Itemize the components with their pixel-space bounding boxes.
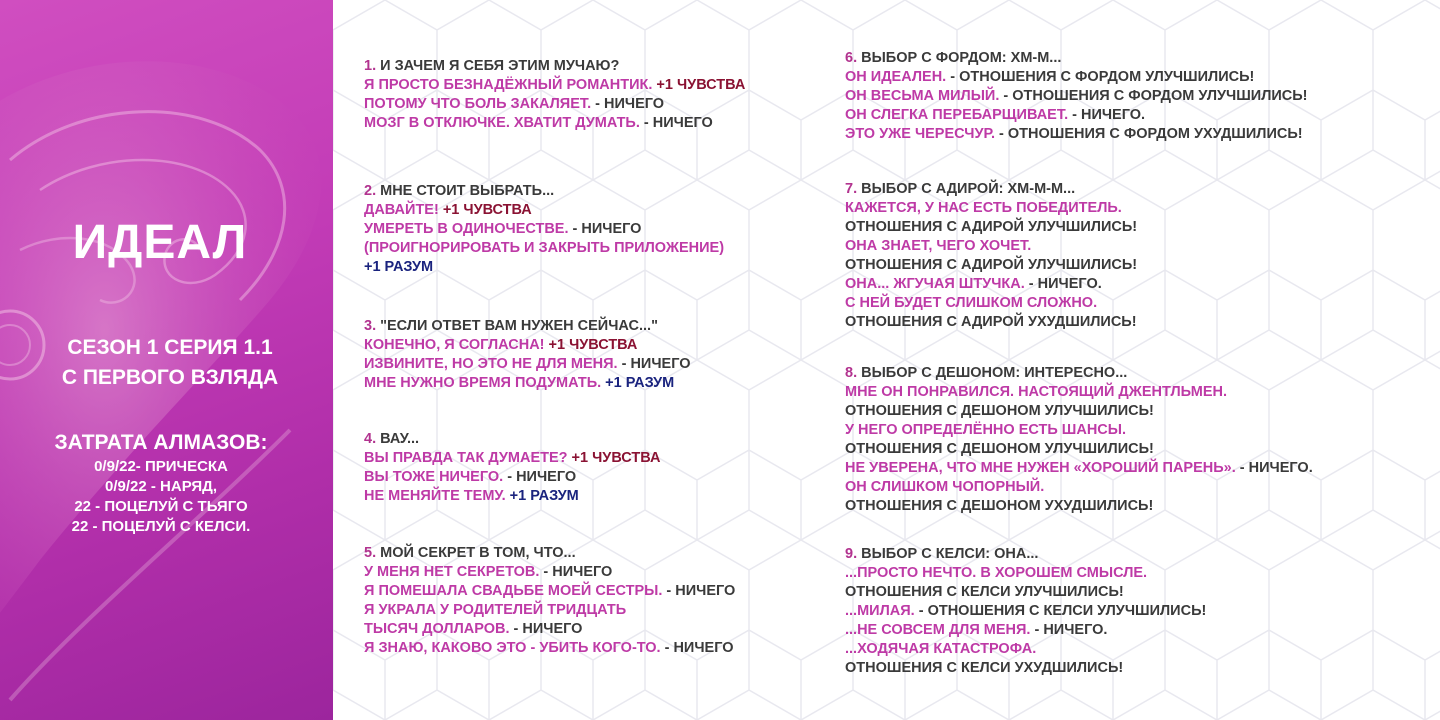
choice-option [364,239,724,258]
option-result: ОТНОШЕНИЯ С ДЕШОНОМ УЛУЧШИЛИСЬ! [845,441,1154,457]
question-text: МОЙ СЕКРЕТ В ТОМ, ЧТО... [376,545,576,561]
option-text: ТЫСЯЧ ДОЛЛАРОВ. [364,621,510,637]
option-result: - НИЧЕГО [639,115,713,131]
question-text: МНЕ СТОИТ ВЫБРАТЬ... [376,183,555,199]
option-text: КАЖЕТСЯ, У НАС ЕСТЬ ПОБЕДИТЕЛЬ. [845,200,1122,216]
choice-option [364,114,745,133]
option-result: - НИЧЕГО [509,621,583,637]
question-text: И ЗАЧЕМ Я СЕБЯ ЭТИМ МУЧАЮ? [376,58,620,74]
option-result: ОТНОШЕНИЯ С АДИРОЙ УЛУЧШИЛИСЬ! [845,257,1138,273]
option-result: +1 РАЗУМ [601,375,675,391]
option-text: НЕ УВЕРЕНА, ЧТО МНЕ НУЖЕН «ХОРОШИЙ ПАРЕНЬ». [845,460,1236,476]
choice-question [845,364,1313,383]
choice-option [845,87,1308,106]
option-result: +1 ЧУВСТВА [567,450,661,466]
question-text: ВЫБОР С КЕЛСИ: ОНА... [857,546,1039,562]
cost-item: 22 - ПОЦЕЛУЙ С КЕЛСИ. [71,518,251,535]
choice-option [845,106,1308,125]
choice-number: 8. [845,365,858,381]
choice-question [364,182,724,201]
option-text: ОН СЛЕГКА ПЕРЕБАРЩИВАЕТ. [845,107,1069,123]
option-text: ВЫ ПРАВДА ТАК ДУМАЕТЕ? [364,450,568,466]
option-text: ИЗВИНИТЕ, НО ЭТО НЕ ДЛЯ МЕНЯ. [364,356,618,372]
episode-name: С ПЕРВОГО ВЗЛЯДА [61,366,279,389]
option-text: ...НЕ СОВСЕМ ДЛЯ МЕНЯ. [845,622,1031,638]
choice-question [364,317,691,336]
option-result: +1 РАЗУМ [364,259,434,275]
choice-block [364,544,735,658]
option-result: - НИЧЕГО [503,469,577,485]
choice-number: 4. [364,431,377,447]
option-result: - НИЧЕГО. [1235,460,1313,476]
option-text: У МЕНЯ НЕТ СЕКРЕТОВ. [364,564,540,580]
choice-option [364,601,735,620]
choice-option [845,583,1206,602]
option-result: ОТНОШЕНИЯ С АДИРОЙ УХУДШИЛИСЬ! [845,314,1137,330]
option-result: +1 РАЗУМ [505,488,579,504]
diamond-cost-title: ЗАТРАТА АЛМАЗОВ: [54,431,268,454]
option-result: - НИЧЕГО [662,583,736,599]
option-result: - НИЧЕГО [617,356,691,372]
choice-number: 1. [364,58,377,74]
choice-option [364,468,660,487]
choice-option [845,199,1137,218]
choice-number: 2. [364,183,377,199]
choice-option [845,68,1308,87]
choice-number: 3. [364,318,377,334]
choice-option [845,421,1313,440]
cost-item: 0/9/22- ПРИЧЕСКА [94,458,228,475]
choice-option [845,602,1206,621]
choice-option [364,487,660,506]
choice-option [364,220,724,239]
option-text: Я ЗНАЮ, КАКОВО ЭТО - УБИТЬ КОГО-ТО. [364,640,661,656]
choice-question [845,49,1308,68]
choice-question [845,180,1137,199]
option-result: - НИЧЕГО [539,564,613,580]
option-text: ОНА... ЖГУЧАЯ ШТУЧКА. [845,276,1025,292]
choice-option [845,621,1206,640]
option-text: Я УКРАЛА У РОДИТЕЛЕЙ ТРИДЦАТЬ [364,602,627,618]
season-line: СЕЗОН 1 СЕРИЯ 1.1 [67,336,273,359]
option-result: ОТНОШЕНИЯ С КЕЛСИ УХУДШИЛИСЬ! [845,660,1124,676]
choice-number: 5. [364,545,377,561]
option-result: - НИЧЕГО [660,640,734,656]
choice-option [845,125,1308,144]
choice-option [364,639,735,658]
option-result: - ОТНОШЕНИЯ С ФОРДОМ УХУДШИЛИСЬ! [995,126,1303,142]
choice-option [364,95,745,114]
question-text: ВЫБОР С ДЕШОНОМ: ИНТЕРЕСНО... [857,365,1128,381]
choice-block [845,180,1137,332]
diamond-cost-list [0,457,322,537]
choice-option [364,258,724,277]
option-text: ОН СЛИШКОМ ЧОПОРНЫЙ. [845,479,1045,495]
choice-question [364,430,660,449]
choice-block [364,182,724,277]
option-result: - ОТНОШЕНИЯ С ФОРДОМ УЛУЧШИЛИСЬ! [999,88,1308,104]
option-text: МНЕ ОН ПОНРАВИЛСЯ. НАСТОЯЩИЙ ДЖЕНТЛЬМЕН. [845,384,1227,400]
choice-question [364,57,745,76]
choice-option [364,201,724,220]
choice-option [364,620,735,639]
choice-option [845,383,1313,402]
option-result: +1 ЧУВСТВА [652,77,746,93]
choice-option [845,256,1137,275]
choice-option [364,76,745,95]
option-result: - НИЧЕГО. [1030,622,1108,638]
page-title: ИДЕАЛ [72,216,248,269]
question-text: ВАУ... [376,431,420,447]
cost-item: 0/9/22 - НАРЯД, [105,478,217,495]
choice-option [845,478,1313,497]
choice-block [845,49,1308,144]
choice-block [845,364,1313,516]
option-result: ОТНОШЕНИЯ С КЕЛСИ УЛУЧШИЛИСЬ! [845,584,1124,600]
choice-option [364,563,735,582]
option-result: ОТНОШЕНИЯ С АДИРОЙ УЛУЧШИЛИСЬ! [845,219,1138,235]
choice-option [364,582,735,601]
option-text: МНЕ НУЖНО ВРЕМЯ ПОДУМАТЬ. [364,375,602,391]
option-text: ...МИЛАЯ. [845,603,915,619]
choice-option [845,659,1206,678]
option-text: ДАВАЙТЕ! [364,202,439,218]
option-text: (ПРОИГНОРИРОВАТЬ И ЗАКРЫТЬ ПРИЛОЖЕНИЕ) [364,240,725,256]
choice-option [845,313,1137,332]
choice-question [845,545,1206,564]
option-text: НЕ МЕНЯЙТЕ ТЕМУ. [364,488,506,504]
option-text: ОН ВЕСЬМА МИЛЫЙ. [845,88,1000,104]
choice-option [845,640,1206,659]
option-text: УМЕРЕТЬ В ОДИНОЧЕСТВЕ. [364,221,569,237]
option-text: ОНА ЗНАЕТ, ЧЕГО ХОЧЕТ. [845,238,1032,254]
option-text: ВЫ ТОЖЕ НИЧЕГО. [364,469,504,485]
option-text: ...ПРОСТО НЕЧТО. В ХОРОШЕМ СМЫСЛЕ. [845,565,1148,581]
option-text: У НЕГО ОПРЕДЕЛЁННО ЕСТЬ ШАНСЫ. [845,422,1126,438]
option-text: Я ПОМЕШАЛА СВАДЬБЕ МОЕЙ СЕСТРЫ. [364,583,663,599]
choice-block [364,430,660,506]
choice-option [845,497,1313,516]
option-result: +1 ЧУВСТВА [544,337,638,353]
option-text: Я ПРОСТО БЕЗНАДЁЖНЫЙ РОМАНТИК. [364,77,653,93]
question-text: ВЫБОР С АДИРОЙ: ХМ-М-М... [857,181,1076,197]
choice-option [845,275,1137,294]
option-result: - ОТНОШЕНИЯ С ФОРДОМ УЛУЧШИЛИСЬ! [946,69,1255,85]
cost-item: 22 - ПОЦЕЛУЙ С ТЬЯГО [74,498,248,515]
option-text: КОНЕЧНО, Я СОГЛАСНА! [364,337,545,353]
choice-block [845,545,1206,678]
choice-option [845,402,1313,421]
choice-option [845,294,1137,313]
option-result: ОТНОШЕНИЯ С ДЕШОНОМ УЛУЧШИЛИСЬ! [845,403,1154,419]
option-result: - НИЧЕГО [568,221,642,237]
option-result: ОТНОШЕНИЯ С ДЕШОНОМ УХУДШИЛИСЬ! [845,498,1154,514]
option-text: ЭТО УЖЕ ЧЕРЕСЧУР. [845,126,995,142]
question-text: "ЕСЛИ ОТВЕТ ВАМ НУЖЕН СЕЙЧАС..." [376,318,658,334]
left-panel [0,0,333,720]
choice-question [364,544,735,563]
choice-option [364,374,691,393]
choice-option [845,218,1137,237]
season-info [0,333,333,393]
option-result: +1 ЧУВСТВА [438,202,532,218]
option-text: С НЕЙ БУДЕТ СЛИШКОМ СЛОЖНО. [845,295,1098,311]
question-text: ВЫБОР С ФОРДОМ: ХМ-М... [857,50,1062,66]
option-result: - ОТНОШЕНИЯ С КЕЛСИ УЛУЧШИЛИСЬ! [914,603,1207,619]
option-result: - НИЧЕГО. [1024,276,1102,292]
option-result: - НИЧЕГО [591,96,665,112]
choice-option [364,449,660,468]
choice-option [364,355,691,374]
choice-option [845,564,1206,583]
option-text: ПОТОМУ ЧТО БОЛЬ ЗАКАЛЯЕТ. [364,96,592,112]
choice-number: 6. [845,50,858,66]
option-result: - НИЧЕГО. [1068,107,1146,123]
option-text: ...ХОДЯЧАЯ КАТАСТРОФА. [845,641,1037,657]
choice-option [845,440,1313,459]
choice-number: 7. [845,181,858,197]
option-text: ОН ИДЕАЛЕН. [845,69,947,85]
choice-block [364,57,745,133]
choice-block [364,317,691,393]
choice-option [845,459,1313,478]
choice-option [364,336,691,355]
option-text: МОЗГ В ОТКЛЮЧКЕ. ХВАТИТ ДУМАТЬ. [364,115,640,131]
choice-number: 9. [845,546,858,562]
choice-option [845,237,1137,256]
